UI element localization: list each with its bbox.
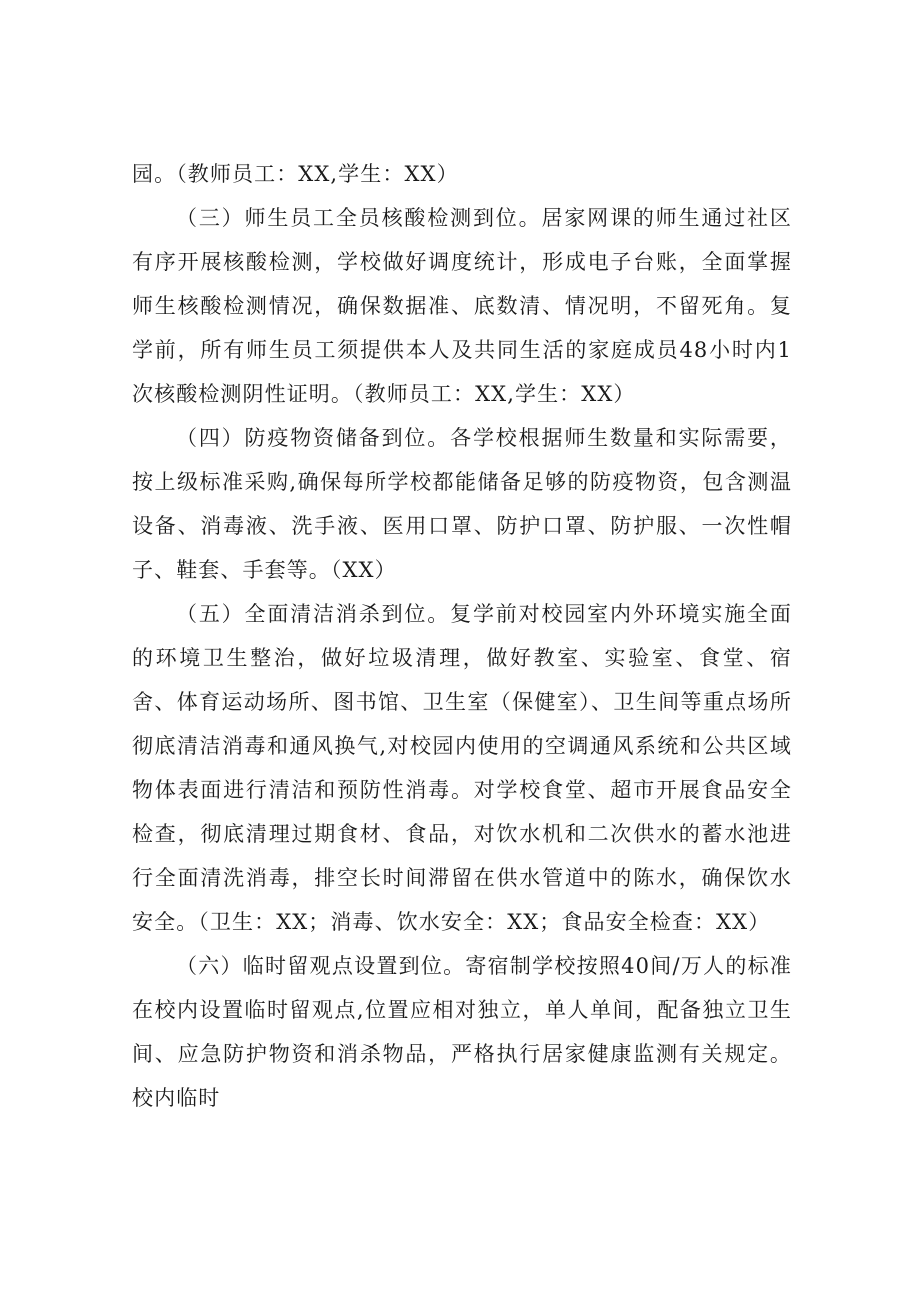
document-body xyxy=(132,152,792,1120)
paragraph-nucleic-acid-testing: （三）师生员工全员核酸检测到位。居家网课的师生通过社区有序开展核酸检测，学校做好调度统计，形成电子台账，全面掌握师生核酸检测情况，确保数据准、底数清、情况明，不留死角。复学前，所有师生员工须提供本人及共同生活的家庭成员48小时内1次核酸检测阴性证明。（教师员工：XX,学生：XX） xyxy=(132,206,792,406)
paragraph-epidemic-supplies: （四）防疫物资储备到位。各学校根据师生数量和实际需要，按上级标准采购,确保每所学校都能储备足够的防疫物资，包含测温设备、消毒液、洗手液、医用口罩、防护口罩、防护服、一次性帽子、鞋套、手套等。（XX） xyxy=(132,426,792,582)
paragraph-cleaning-disinfection: （五）全面清洁消杀到位。复学前对校园室内外环境实施全面的环境卫生整治，做好垃圾清理，做好教室、实验室、食堂、宿舍、体育运动场所、图书馆、卫生室（保健室）、卫生间等重点场所彻底清洁消毒和通风换气,对校园内使用的空调通风系统和公共区域物体表面进行清洁和预防性消毒。对学校食堂、超市开展食品安全检查，彻底清理过期食材、食品，对饮水机和二次供水的蓄水池进行全面清洗消毒，排空长时间滞留在供水管道中的陈水，确保饮水安全。（卫生：XX；消毒、饮水安全：XX；食品安全检查：XX） xyxy=(132,602,792,934)
paragraph-continuation: 园。（教师员工：XX,学生：XX） xyxy=(132,162,459,186)
paragraph-observation-points: （六）临时留观点设置到位。寄宿制学校按照40间/万人的标准在校内设置临时留观点,位置应相对独立，单人单间，配备独立卫生间、应急防护物资和消杀物品，严格执行居家健康监测有关规定。校内临时 xyxy=(132,954,792,1110)
